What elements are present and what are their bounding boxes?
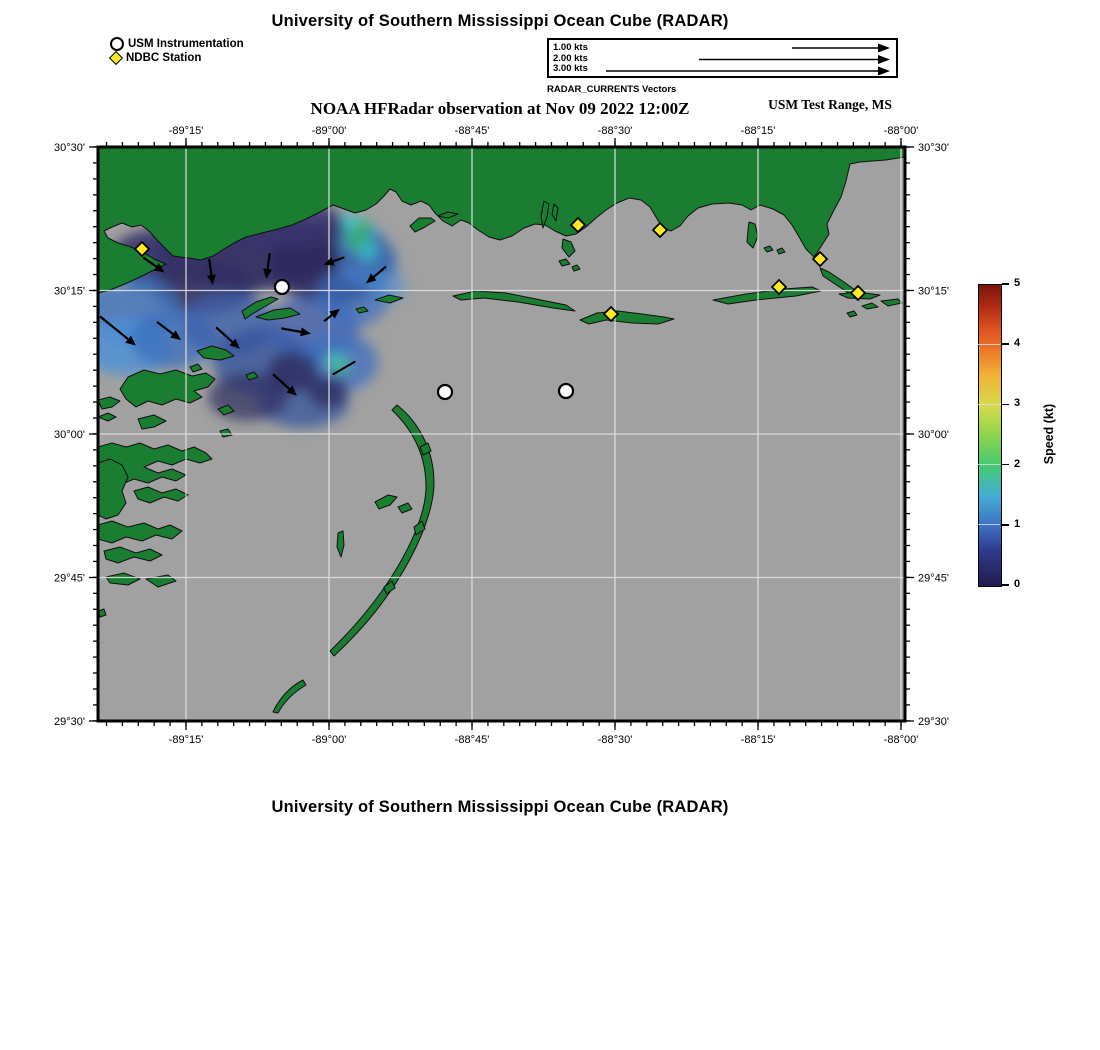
scale-arrow-head	[878, 55, 890, 64]
vector-scale-label-2: 2.00 kts	[553, 52, 588, 64]
speed-blob	[341, 213, 359, 231]
lon-tick-label: -88°30'	[597, 734, 633, 746]
footer-title: University of Southern Mississippi Ocean Cube (RADAR)	[271, 798, 729, 816]
lat-tick-label: 29°45'	[918, 572, 949, 585]
legend-item-ndbc	[110, 51, 244, 65]
colorbar-tick	[1002, 584, 1009, 586]
lon-tick-label: -88°15'	[740, 734, 776, 746]
lon-tick-label: -88°00'	[883, 734, 919, 746]
lat-tick-label: 29°30'	[54, 716, 85, 728]
colorbar-tick-label: 5	[1014, 277, 1021, 289]
page-title: University of Southern Mississippi Ocean Cube (RADAR)	[271, 12, 729, 30]
colorbar-tick	[1002, 283, 1009, 285]
map-plot	[20, 112, 960, 772]
usm-station-marker	[559, 384, 573, 398]
lon-tick-label: -89°00'	[311, 125, 347, 137]
legend-label-usm: USM Instrumentation	[128, 38, 244, 50]
scale-arrow-head	[878, 44, 890, 53]
colorbar-gridline	[978, 464, 1000, 465]
colorbar-gridline	[978, 524, 1000, 525]
lat-tick-label: 30°30'	[54, 142, 85, 154]
lon-tick-label: -89°15'	[168, 125, 204, 137]
lon-tick-label: -88°45'	[454, 734, 490, 746]
speed-blob	[336, 234, 352, 250]
lat-tick-label: 30°00'	[918, 429, 949, 441]
colorbar-tick	[1002, 464, 1009, 466]
scale-arrow-head	[878, 67, 890, 76]
colorbar-tick	[1002, 524, 1009, 526]
lat-tick-label: 30°15'	[918, 285, 949, 298]
vector-scale-caption: RADAR_CURRENTS Vectors	[547, 84, 677, 95]
vector-scale-label-3: 3.00 kts	[553, 63, 588, 74]
map-legend	[110, 37, 244, 65]
legend-label-ndbc: NDBC Station	[126, 52, 202, 64]
usm-station-marker	[438, 385, 452, 399]
colorbar-tick	[1002, 404, 1009, 406]
lon-tick-label: -88°45'	[454, 125, 490, 137]
lon-tick-label: -88°00'	[883, 125, 919, 137]
ndbc-station-icon	[109, 51, 123, 65]
test-range-label: USM Test Range, MS	[768, 97, 892, 112]
speed-blob	[365, 227, 381, 243]
vector-scale-label-1: 1.00 kts	[553, 42, 588, 53]
colorbar-gridline	[978, 404, 1000, 405]
lon-tick-label: -89°00'	[311, 734, 347, 746]
lat-tick-label: 30°00'	[54, 429, 85, 441]
lat-tick-label: 30°30'	[918, 142, 949, 154]
lon-tick-label: -88°30'	[597, 125, 633, 137]
lon-tick-label: -89°15'	[168, 734, 204, 746]
vector-scale-box	[547, 38, 898, 78]
observation-subtitle: NOAA HFRadar observation at Nov 09 2022 12:00Z	[310, 99, 690, 118]
colorbar-gridline	[978, 344, 1000, 345]
map-group	[54, 125, 949, 746]
colorbar-tick-label: 1	[1014, 517, 1021, 530]
speed-blob	[358, 242, 378, 262]
colorbar-tick-label: 3	[1014, 397, 1021, 410]
colorbar-title: Speed (kt)	[1042, 403, 1056, 465]
colorbar-tick-label: 4	[1014, 337, 1021, 350]
lat-tick-label: 29°45'	[54, 572, 85, 585]
vector-scale-arrows	[549, 40, 895, 75]
speed-blob	[308, 376, 348, 408]
usm-instrumentation-icon	[110, 37, 124, 51]
lon-tick-label: -88°15'	[740, 125, 776, 137]
colorbar-tick	[1002, 343, 1009, 345]
usm-station-marker	[275, 280, 289, 294]
colorbar-tick-label: 2	[1014, 457, 1021, 470]
lat-tick-label: 29°30'	[918, 716, 949, 728]
legend-item-usm	[110, 37, 244, 51]
colorbar-tick-label: 0	[1014, 578, 1021, 590]
lat-tick-label: 30°15'	[54, 285, 85, 298]
speed-colorbar	[978, 284, 1002, 587]
